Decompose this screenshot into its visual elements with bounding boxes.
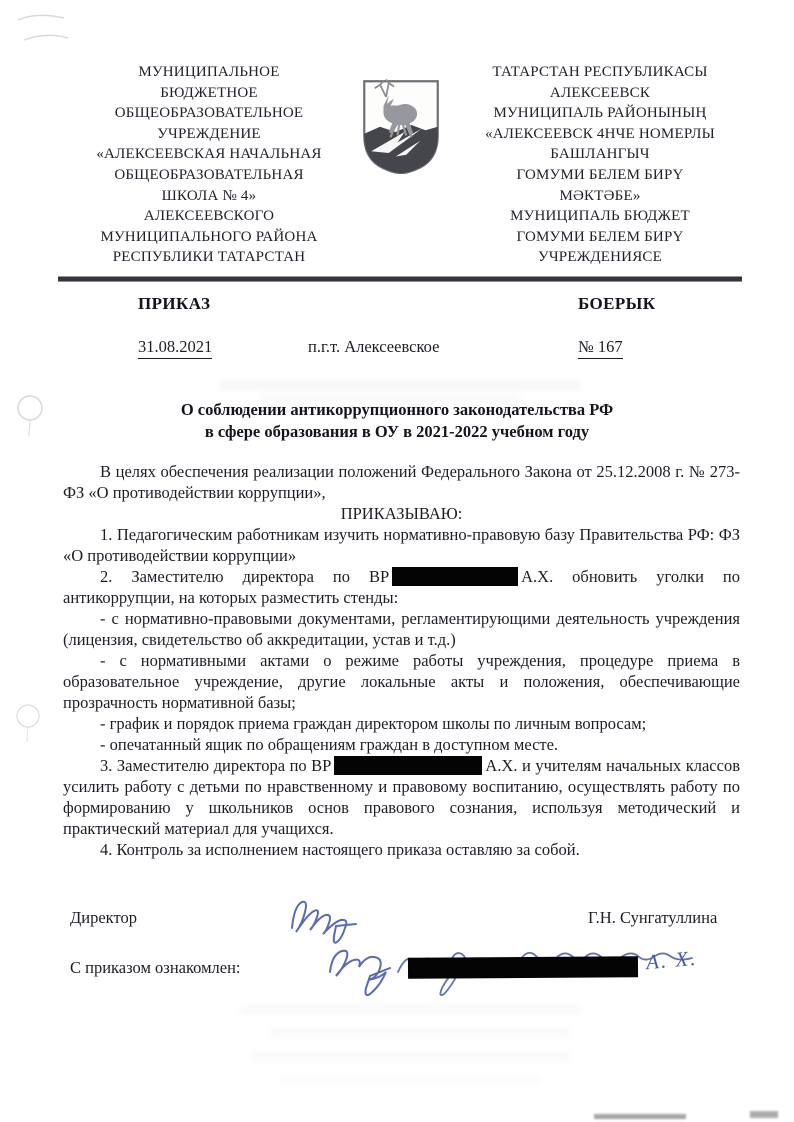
- paragraph-text: В целях обеспечения реализации положений Федерального Закона от 25.12.2008 г. № 273-ФЗ «О противодействии коррупции»,: [63, 462, 740, 502]
- letterhead-line: БАШЛАНГЫЧ: [550, 146, 650, 163]
- order-label-russian: ПРИКАЗ: [138, 294, 211, 313]
- letterhead-line: АЛЕКСЕЕВСКОГО: [143, 208, 275, 225]
- bleed-through-smudge: [220, 381, 580, 390]
- letterhead-line: МУНИЦИПАЛЬНОГО РАЙОНА: [100, 228, 318, 245]
- order-paragraph: [63, 503, 740, 524]
- redaction-box: [334, 756, 482, 775]
- bleed-through-smudge: [270, 1028, 570, 1037]
- bleed-through-smudge: [250, 1052, 570, 1061]
- paragraph-text: - опечатанный ящик по обращениям граждан в доступном месте.: [100, 735, 559, 754]
- paragraph-text: А.Х. и учителям начальных классов усилить работу с детьми по нравственному и правовому воспитанию, осуществлять работу по формированию у школьников основ правового сознания, используя методический и практический материал для учащихся.: [63, 756, 740, 838]
- header-divider: [58, 276, 742, 282]
- paragraph-text: 2. Заместителю директора по ВР: [100, 567, 390, 586]
- letterhead-line: УЧРЕЖДЕНИЯСЕ: [538, 249, 662, 266]
- letterhead-line: ГОМУМИ БЕЛЕМ БИРҮ: [516, 228, 684, 245]
- letterhead-tatar: [443, 62, 757, 268]
- letterhead-line: МУНИЦИПАЛЬ БЮДЖЕТ: [510, 208, 690, 225]
- paragraph-text: 4. Контроль за исполнением настоящего приказа оставляю за собой.: [100, 840, 580, 859]
- deer-coat-of-arms-icon: [356, 76, 446, 174]
- order-paragraph: [63, 566, 740, 608]
- letterhead-russian: [66, 62, 352, 268]
- order-paragraph: [63, 734, 740, 755]
- letterhead-line: МУНИЦИПАЛЬ РАЙОНЫНЫҢ: [493, 105, 707, 122]
- paragraph-text: 1. Педагогическим работникам изучить нормативно-правовую базу Правительства РФ: ФЗ «О противодействии коррупции»: [63, 525, 740, 565]
- letterhead-line: УЧРЕЖДЕНИЕ: [157, 125, 261, 142]
- acknowledged-label: С приказом ознакомлен:: [70, 958, 241, 977]
- director-signature: [278, 886, 373, 952]
- order-paragraph: [63, 524, 740, 566]
- order-title: [0, 399, 794, 443]
- paragraph-text: А.Х. обновить уголки по антикоррупции, на которых разместить стенды:: [63, 567, 740, 607]
- order-title-line1: О соблюдении антикоррупционного законодательства РФ: [180, 400, 614, 419]
- scan-edge-smudge: [750, 1111, 778, 1118]
- order-paragraph: [63, 755, 740, 839]
- order-place: п.г.т. Алексеевское: [308, 337, 440, 356]
- order-paragraph: [63, 650, 740, 713]
- letterhead-line: ОБЩЕОБРАЗОВАТЕЛЬНАЯ: [114, 166, 304, 183]
- order-date: 31.08.2021: [138, 337, 212, 359]
- letterhead-line: ШКОЛА № 4»: [161, 187, 257, 204]
- letterhead-line: «АЛЕКСЕЕВСКАЯ НАЧАЛЬНАЯ: [96, 146, 322, 163]
- paragraph-text: 3. Заместителю директора по ВР: [100, 756, 332, 775]
- order-label-row: [63, 294, 740, 316]
- order-number: № 167: [578, 337, 623, 359]
- handwritten-initials: А. Х.: [645, 945, 699, 975]
- paragraph-text: ПРИКАЗЫВАЮ:: [340, 504, 463, 523]
- order-body: [63, 461, 740, 860]
- letterhead-line: ГОМУМИ БЕЛЕМ БИРҮ: [516, 166, 684, 183]
- order-label-tatar: БОЕРЫК: [578, 294, 656, 313]
- order-paragraph: [63, 461, 740, 503]
- scan-edge-smudge: [594, 1114, 686, 1119]
- letterhead-line: МӘКТӘБЕ»: [559, 187, 641, 204]
- bleed-through-smudge: [240, 1006, 580, 1015]
- paragraph-text: - график и порядок приема граждан директором школы по личным вопросам;: [100, 714, 647, 733]
- order-paragraph: [63, 713, 740, 734]
- redaction-box: [392, 567, 518, 586]
- paragraph-text: - с нормативными актами о режиме работы учреждения, процедуре приема в образовательное учреждение, другие локальные акты и положения, обеспечивающие прозрачность нормативной базы;: [63, 651, 740, 712]
- bleed-through-smudge: [280, 1076, 540, 1085]
- order-title-line2: в сфере образования в ОУ в 2021-2022 учебном году: [204, 422, 590, 441]
- director-name: Г.Н. Сунгатуллина: [588, 908, 718, 927]
- letterhead-line: ОБЩЕОБРАЗОВАТЕЛЬНОЕ: [114, 105, 304, 122]
- order-paragraph: [63, 608, 740, 650]
- scan-artifact-ring-lower: [8, 700, 54, 750]
- redaction-box-signature: [408, 956, 638, 979]
- letterhead-line: ТАТАРСТАН РЕСПУБЛИКАСЫ: [492, 64, 708, 80]
- letterhead-line: МУНИЦИПАЛЬНОЕ: [138, 64, 280, 80]
- letterhead-line: «АЛЕКСЕЕВСК 4НЧЕ НОМЕРЛЫ: [485, 125, 715, 142]
- letterhead-line: БЮДЖЕТНОЕ: [160, 84, 258, 101]
- paragraph-text: - с нормативно-правовыми документами, регламентирующими деятельность учреждения (лицензия, свидетельство об аккредитации, устав и т.д.): [63, 609, 740, 649]
- letterhead-line: РЕСПУБЛИКИ ТАТАРСТАН: [112, 249, 306, 266]
- order-paragraph: [63, 839, 740, 860]
- director-label: Директор: [70, 908, 137, 927]
- acknowledgement-signature: [320, 938, 405, 1002]
- letterhead-line: АЛЕКСЕЕВСК: [549, 84, 651, 101]
- order-meta-row: [63, 337, 740, 359]
